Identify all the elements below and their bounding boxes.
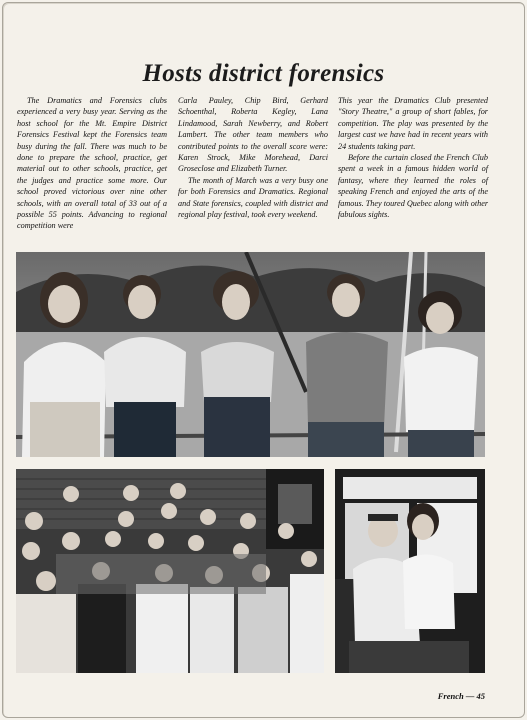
text-column-3 bbox=[338, 95, 488, 220]
page-title: Hosts district forensics bbox=[142, 60, 385, 87]
paragraph: Before the curtain closed the French Club spent a week in a famous hidden world of fantasy, where they learned the roles of speaking French and enjoyed the arts of the famous. They toured Quebec along with other fabulous sights. bbox=[338, 153, 489, 220]
text-column-2 bbox=[178, 95, 328, 220]
paragraph: The month of March was a very busy one for both Forensics and Dramatics. Regional and State forensics, coupled with district and regional play festival, took every weekend. bbox=[178, 175, 328, 220]
paragraph: The Dramatics and Forensics clubs experienced a very busy year. Serving as the host school for the Mt. Empire District Forensics Festival kept the Forensics team busy during the fall. There was much to be done to prepare the school, practice, get material out to other schools, practice, get the judges and practice some more. Our school proved victorious over nine other schools, with an overall total of 33 out of a possible 55 points. Advancing to regional competition were bbox=[17, 96, 167, 231]
photo-club-group bbox=[16, 469, 324, 673]
photo-bus-couple bbox=[335, 469, 485, 673]
text-column-1 bbox=[17, 95, 167, 232]
paragraph: This year the Dramatics Club presented "Story Theatre," a group of short fables, for competition. The play was presented by the largest cast we have had in recent years with 24 students taking part. bbox=[338, 96, 488, 151]
photo-swing-group bbox=[16, 252, 485, 457]
page-number: French — 45 bbox=[437, 691, 485, 701]
paragraph: Carla Pauley, Chip Bird, Gerhard Schoenthal, Roberta Kegley, Lana Lindamood, Sarah Newberry, and Robert Lambert. The other team members who contributed points to the overall score were: Karen Strock, Mike Morehead, Darci Groseclose and Elizabeth Turner. bbox=[178, 96, 328, 174]
